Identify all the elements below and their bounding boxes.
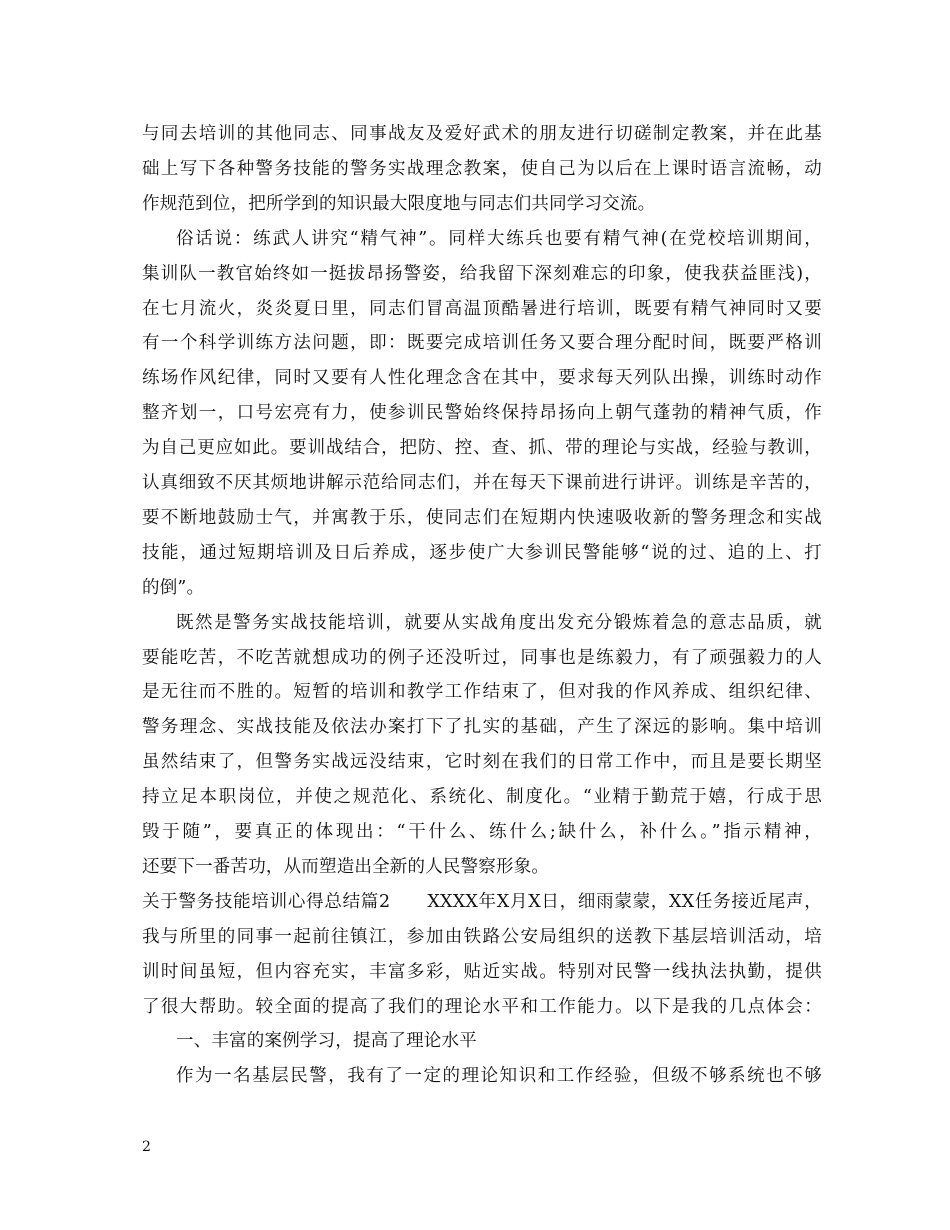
text-line: 俗话说：练武人讲究“精气神”。同样大练兵也要有精气神(在党校培训期间， [176,228,822,249]
text-line: 要不断地鼓励士气，并寓教于乐，使同志们在短期内快速吸收新的警务理念和实战 [142,507,822,528]
page-number: 2 [142,1139,151,1155]
text-line: 与同去培训的其他同志、同事战友及爱好武术的朋友进行切磋制定教案，并在此基 [142,124,822,144]
text-line: 虽然结束了，但警务实战远没结束，它时刻在我们的日常工作中，而且是要长期坚 [142,752,822,773]
text-line: 作为一名基层民警，我有了一定的理论知识和工作经验，但级不够系统也不够 [176,1066,822,1087]
text-line: 础上写下各种警务技能的警务实战理念教案，使自己为以后在上课时语言流畅，动 [142,158,822,179]
text-line: 持立足本职岗位，并使之规范化、系统化、制度化。“业精于勤荒于嬉，行成于思 [142,787,822,808]
text-line: 整齐划一，口号宏亮有力，使参训民警始终保持昂扬向上朝气蓬勃的精神气质，作 [142,403,822,424]
text-line: 毁于随”，要真正的体现出：“干什么、练什么;缺什么，补什么。”指示精神， [142,822,822,842]
text-line: 作规范到位，把所学到的知识最大限度地与同志们共同学习交流。 [142,193,656,214]
text-line: 既然是警务实战技能培训，就要从实战角度出发充分锻炼着急的意志品质，就 [176,612,822,633]
text-line: 练场作风纪律，同时又要有人性化理念含在其中，要求每天列队出操，训练时动作 [142,368,822,389]
text-line: 一、丰富的案例学习，提高了理论水平 [176,1031,477,1052]
text-line: 警务理念、实战技能及依法办案打下了扎实的基础，产生了深远的影响。集中培训 [142,717,822,738]
text-line: 为自己更应如此。要训战结合，把防、控、查、抓、带的理论与实战，经验与教训， [142,438,822,459]
text-line: 还要下一番苦功，从而塑造出全新的人民警察形象。 [142,856,550,877]
text-line: 了很大帮助。较全面的提高了我们的理论水平和工作能力。以下是我的几点体会： [142,996,822,1017]
text-line: 技能，通过短期培训及日后养成，逐步使广大参训民警能够“说的过、追的上、打 [142,542,822,563]
text-line: 关于警务技能培训心得总结篇2 XXXX年X月X日，细雨蒙蒙，XX任务接近尾声， [142,891,822,912]
text-line: 的倒”。 [142,577,205,598]
text-line: 有一个科学训练方法问题，即：既要完成培训任务又要合理分配时间，既要严格训 [142,333,822,354]
text-line: 我与所里的同事一起前往镇江，参加由铁路公安局组织的送教下基层培训活动，培 [142,926,822,947]
text-line: 是无往而不胜的。短暂的培训和教学工作结束了，但对我的作风养成、组织纪律、 [142,682,822,703]
text-line: 认真细致不厌其烦地讲解示范给同志们，并在每天下课前进行讲评。训练是辛苦的， [142,473,822,493]
text-line: 在七月流火，炎炎夏日里，同志们冒高温顶酷暑进行培训，既要有精气神同时又要 [142,298,822,319]
text-line: 集训队一教官始终如一挺拔昂扬警姿，给我留下深刻难忘的印象，使我获益匪浅)， [142,263,822,284]
text-line: 要能吃苦，不吃苦就想成功的例子还没听过，同事也是练毅力，有了顽强毅力的人 [142,647,822,668]
text-line: 训时间虽短，但内容充实，丰富多彩，贴近实战。特别对民警一线执法执勤，提供 [142,961,822,982]
